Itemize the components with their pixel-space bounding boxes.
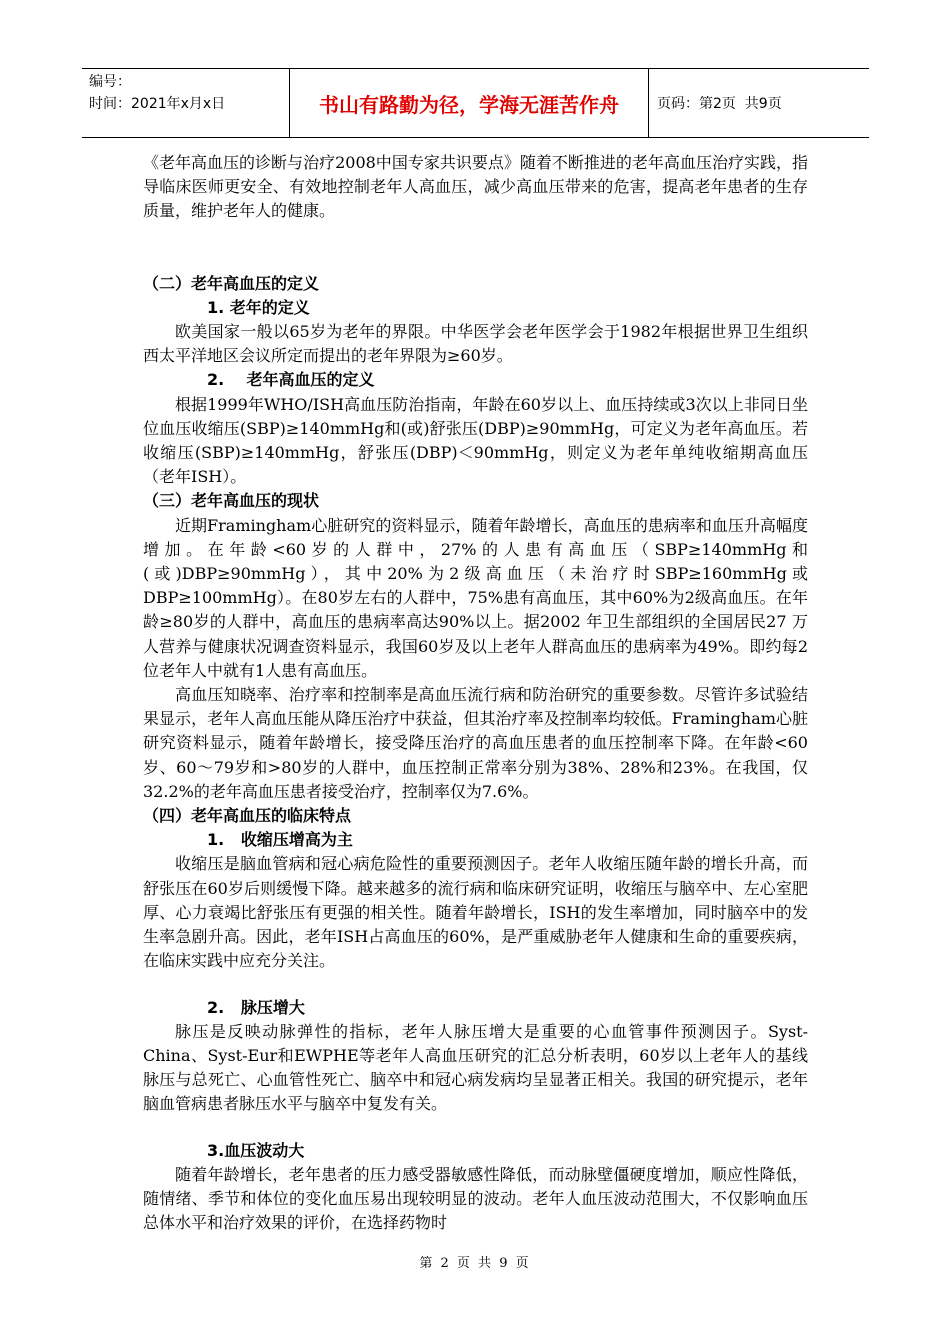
- section-2-1-heading: 1. 老年的定义: [207, 297, 310, 317]
- intro-paragraph: 《老年高血压的诊断与治疗2008中国专家共识要点》随着不断推进的老年高血压治疗实践，指导临床医师更安全、有效地控制老年人高血压，减少高血压带来的危害，提高老年患者的生存质量，维护老年人的健康。: [143, 153, 808, 221]
- section-3-paragraph-2: 高血压知晓率、治疗率和控制率是高血压流行病和防治研究的重要参数。尽管许多试验结果显示，老年人高血压能从降压治疗中获益，但其治疗率及控制率均较低。Framingham心脏研究资料显示，随着年龄增长，接受降压治疗的高血压患者的血压控制率下降。在年龄<60岁、60～79岁和>80岁的人群中，血压控制正常率分别为38%、28%和23%。在我国，仅32.2%的老年高血压患者接受治疗，控制率仅为7.6%。: [143, 685, 808, 801]
- section-2-2-heading: 2. 老年高血压的定义: [207, 370, 375, 390]
- section-4-2-heading: 2. 脉压增大: [207, 997, 305, 1017]
- section-3-paragraph-1: 近期Framingham心脏研究的资料显示，随着年龄增长，高血压的患病率和血压升高幅度增加。在年龄<60岁的人群中，27%的人患有高血压（SBP≥140mmHg和(或)DBP≥90mmHg），其中20%为2级高血压（未治疗时SBP≥160mmHg或DBP≥100mmHg）。在80岁左右的人群中，75%患有高血压，其中60%为2级高血压。在年龄≥80岁的人群中，高血压的患病率高达90%以上。据2002 年卫生部组织的全国居民27 万人营养与健康状况调查资料显示，我国60岁及以上老年人群高血压的患病率为49%。即约每2位老年人中就有1人患有高血压。: [143, 515, 808, 680]
- section-2-2-paragraph: 根据1999年WHO/ISH高血压防治指南，年龄在60岁以上、血压持续或3次以上非同日坐位血压收缩压(SBP)≥140mmHg和(或)舒张压(DBP)≥90mmHg，可定义为老年高血压。若收缩压(SBP)≥140mmHg，舒张压(DBP)＜90mmHg，则定义为老年单纯收缩期高血压（老年ISH）。: [143, 394, 808, 487]
- section-4-2-paragraph: 脉压是反映动脉弹性的指标，老年人脉压增大是重要的心血管事件预测因子。Syst-China、Syst-Eur和EWPHE等老年人高血压研究的汇总分析表明，60岁以上老年人的基线脉压与总死亡、心血管性死亡、脑卒中和冠心病发病均呈显著正相关。我国的研究提示，老年脑血管病患者脉压水平与脑卒中复发有关。: [143, 1021, 808, 1114]
- document-number-label: 编号：: [89, 74, 131, 90]
- header-page-info: [649, 69, 869, 137]
- document-body: [143, 151, 808, 1235]
- document-time-label: 时间：2021年x月x日: [89, 96, 226, 112]
- page-header: [82, 68, 869, 138]
- section-2-1-paragraph: 欧美国家一般以65岁为老年的界限。中华医学会老年医学会于1982年根据世界卫生组织西太平洋地区会议所定而提出的老年界限为≥60岁。: [143, 322, 808, 366]
- page-footer: 第 2 页 共 9 页: [419, 1256, 531, 1271]
- section-2-heading: （二）老年高血压的定义: [143, 273, 320, 293]
- section-3-heading: （三）老年高血压的现状: [143, 491, 320, 511]
- header-page-info-text: 页码：第2页 共9页: [657, 96, 782, 112]
- section-4-3-paragraph: 随着年龄增长，老年患者的压力感受器敏感性降低，而动脉壁僵硬度增加，顺应性降低，随情绪、季节和体位的变化血压易出现较明显的波动。老年人血压波动范围大，不仅影响血压总体水平和治疗效果的评价，在选择药物时: [143, 1164, 808, 1233]
- section-4-1-heading: 1. 收缩压增高为主: [207, 830, 353, 850]
- section-4-1-paragraph: 收缩压是脑血管病和冠心病危险性的重要预测因子。老年人收缩压随年龄的增长升高，而舒张压在60岁后则缓慢下降。越来越多的流行病和临床研究证明，收缩压与脑卒中、左心室肥厚、心力衰竭比舒张压有更强的相关性。随着年龄增长，ISH的发生率增加，同时脑卒中的发生率急剧升高。因此，老年ISH占高血压的60%，是严重威胁老年人健康和生命的重要疾病，在临床实践中应充分关注。: [143, 854, 808, 971]
- section-4-heading: （四）老年高血压的临床特点: [143, 806, 352, 826]
- section-4-3-heading: 3.血压波动大: [207, 1140, 305, 1160]
- header-meta: [82, 69, 290, 137]
- header-motto: 书山有路勤为径，学海无涯苦作舟: [290, 69, 649, 137]
